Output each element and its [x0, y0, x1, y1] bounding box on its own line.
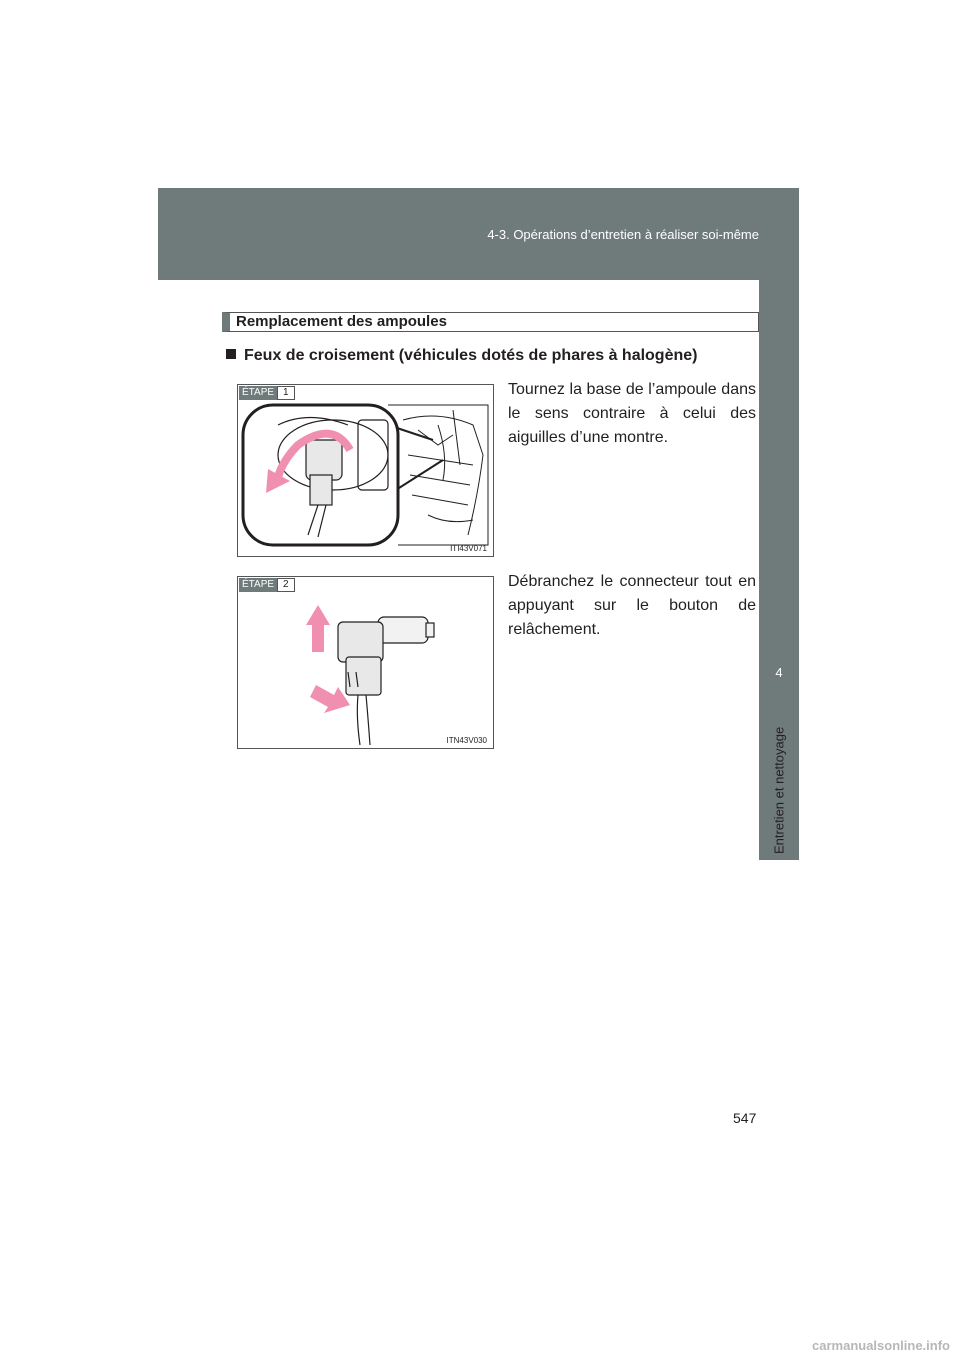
step-badge-word: ÉTAPE — [239, 386, 277, 400]
square-bullet-icon — [226, 349, 236, 359]
section-heading: Remplacement des ampoules — [222, 312, 759, 332]
header-title: 4-3. Opérations d’entretien à réaliser soi-même — [487, 227, 759, 242]
headlamp-bulb-rotation-illustration — [238, 385, 494, 557]
step-2-instruction: Débranchez le connecteur tout en appuyant sur le bouton de relâchement. — [508, 573, 756, 638]
chapter-side-tab[interactable] — [759, 280, 799, 860]
step-1-badge — [239, 386, 295, 400]
header-band — [158, 188, 799, 280]
step-2-figure — [237, 576, 494, 749]
step-2-badge — [239, 578, 295, 592]
page-number: 547 — [733, 1110, 757, 1126]
connector-release-illustration — [238, 577, 494, 749]
watermark[interactable]: carmanualsonline.info — [812, 1338, 950, 1353]
step-badge-number: 1 — [277, 386, 295, 400]
subsection-heading-text: Feux de croisement (véhicules dotés de phares à halogène) — [244, 347, 698, 364]
chapter-label: Entretien et nettoyage — [771, 726, 787, 854]
step-badge-number: 2 — [277, 578, 295, 592]
step-badge-word: ÉTAPE — [239, 578, 277, 592]
chapter-number: 4 — [775, 665, 783, 680]
step-1-figure — [237, 384, 494, 557]
figure-code: ITN43V030 — [446, 736, 487, 745]
subsection-heading — [226, 347, 697, 365]
step-1-instruction: Tournez la base de l’ampoule dans le sens contraire à celui des aiguilles d’une montre. — [508, 381, 756, 446]
figure-code: ITI43V071 — [450, 544, 487, 553]
